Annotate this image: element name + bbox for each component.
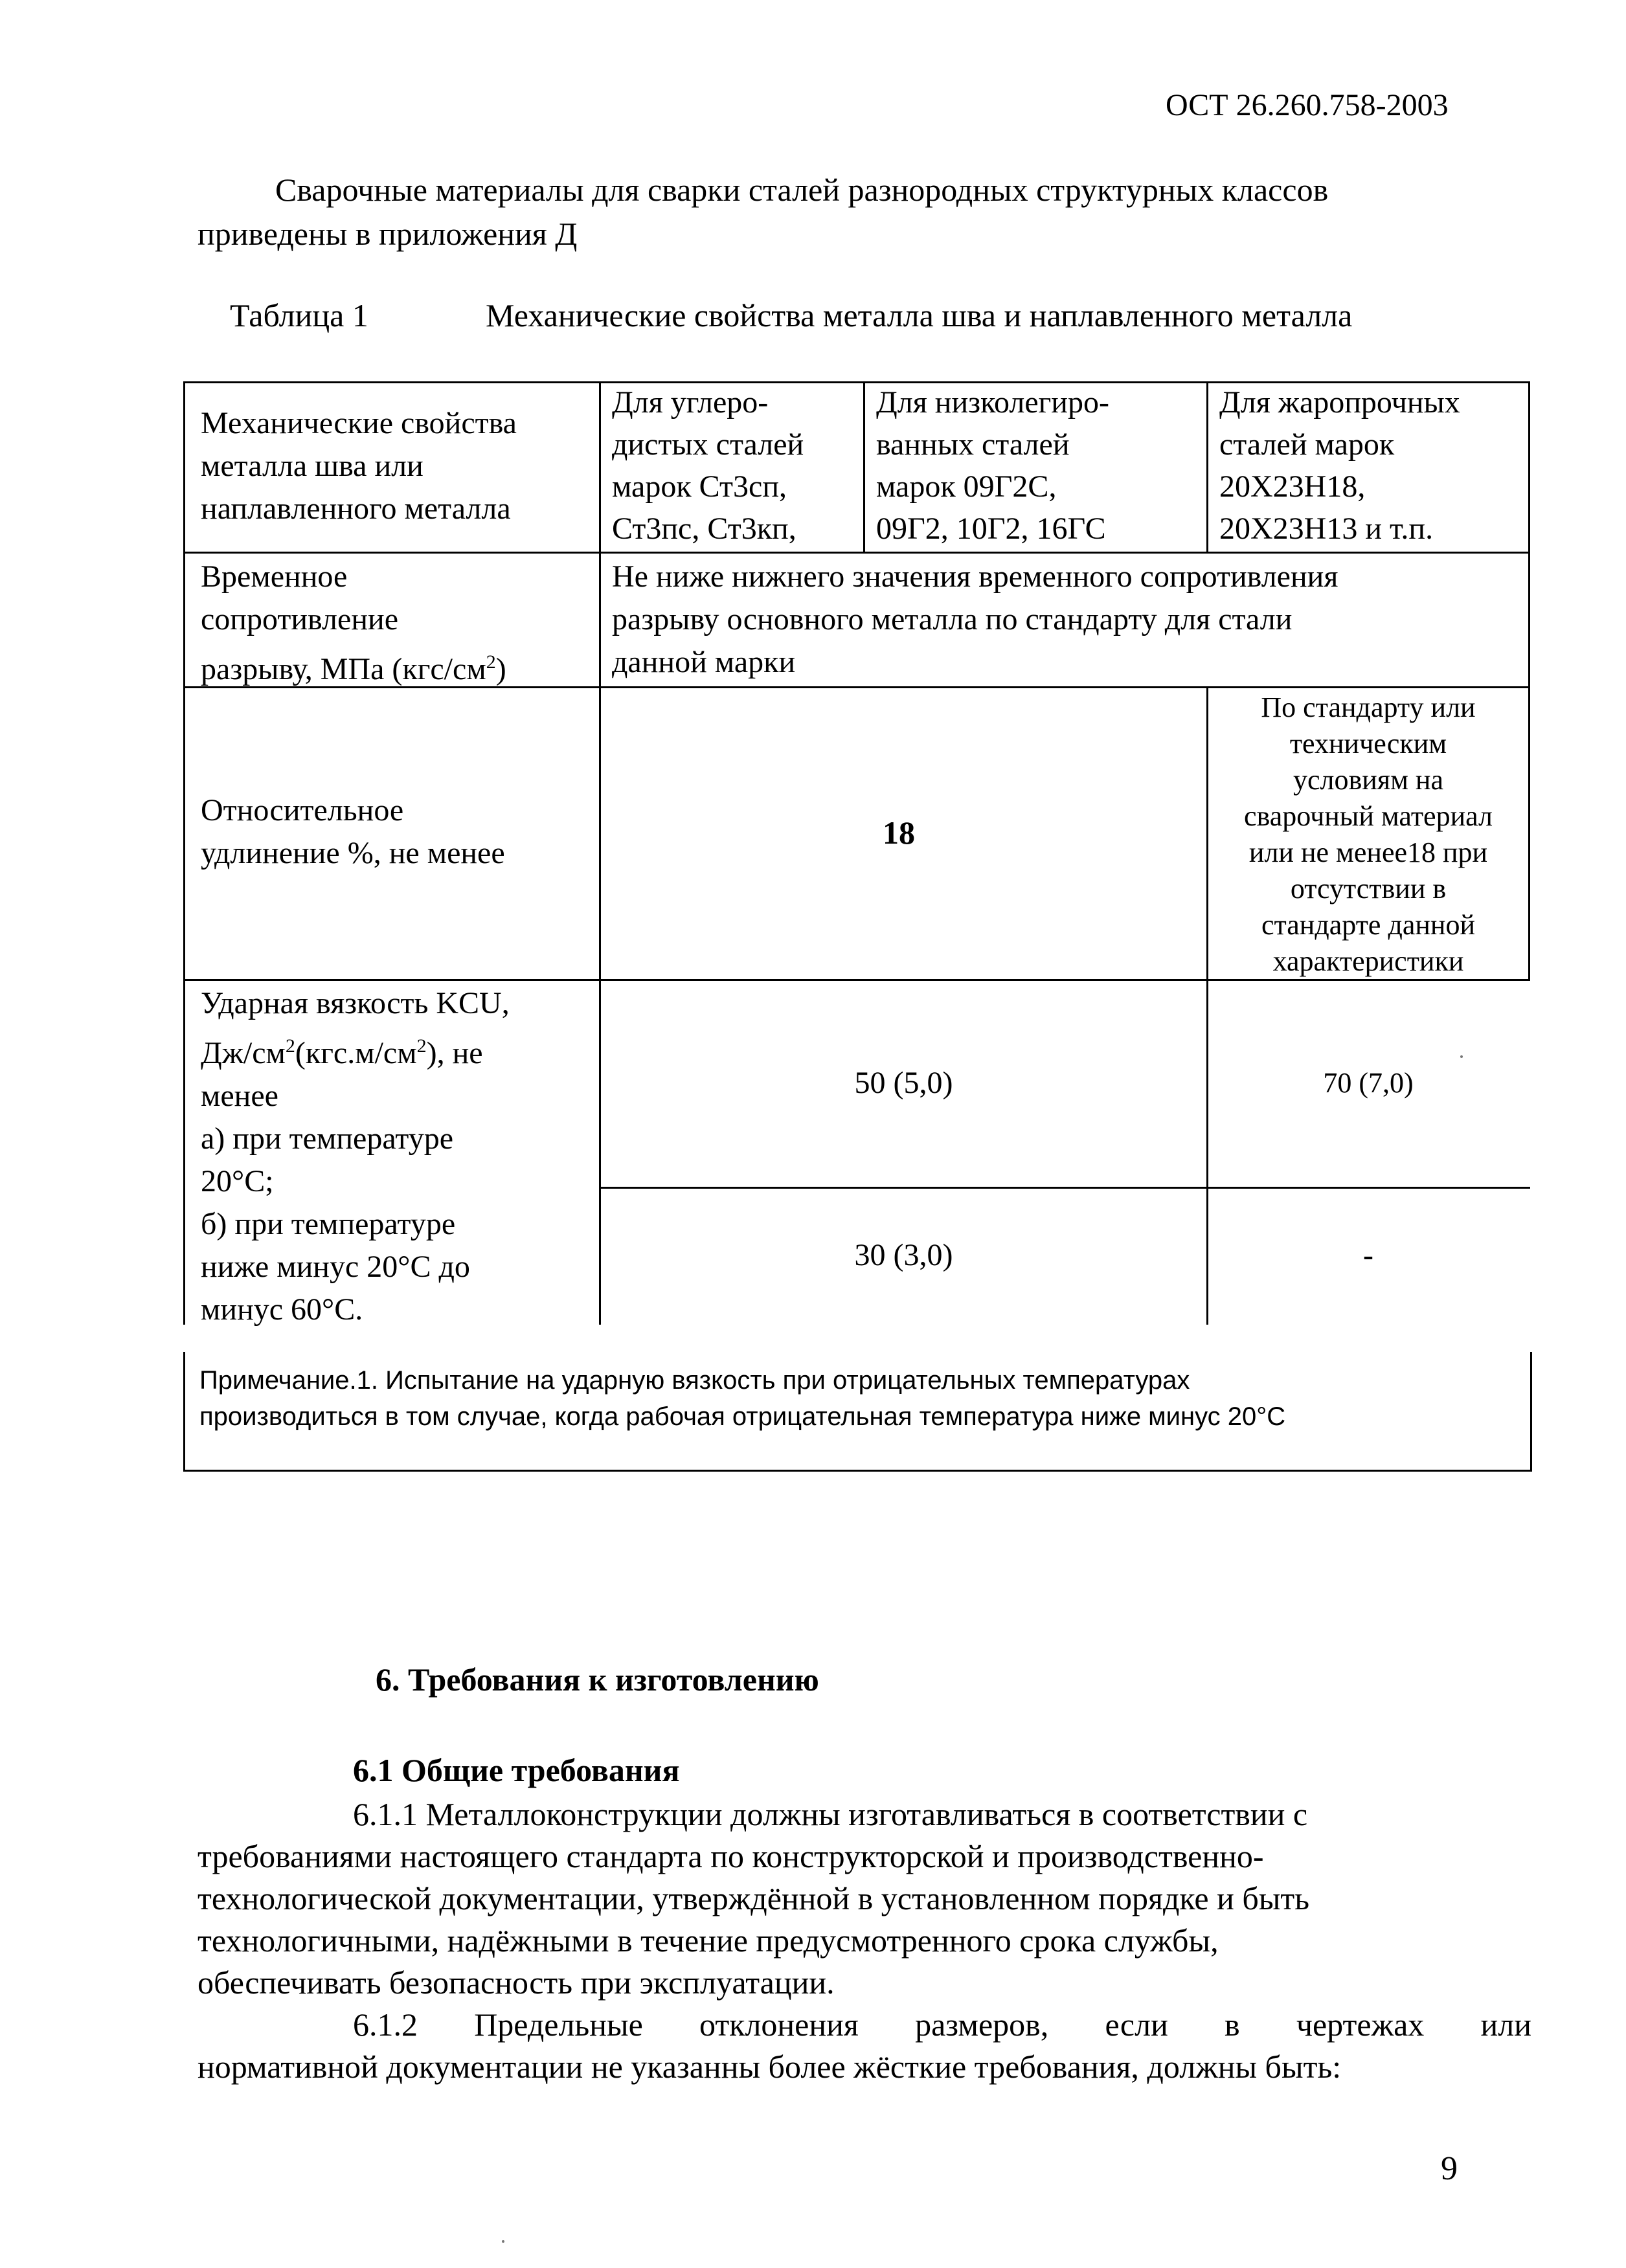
table-caption-title: Механические свойства металла шва и наплавленного металла: [486, 297, 1353, 333]
row-impact-a-value-heat: 70 (7,0): [1323, 1067, 1414, 1099]
table-divider-col4: [1206, 381, 1208, 552]
section-title: 6. Требования к изготовлению: [376, 1661, 819, 1698]
row-impact-a-value-main: 50 (5,0): [854, 1066, 953, 1100]
row-impact-label: Ударная вязкость KCU, $Дж/см^2(кгс.м/см^2)$, не менее а) при температуре 20°С; б) при температуре ниже минус 20°С до минус 60°С.: [201, 986, 510, 1327]
header-col-heatresistant: Для жаропрочных сталей марок 20Х23Н18, 20Х23Н13 и т.п.: [1219, 385, 1460, 546]
intro-line-2: приведены в приложения Д: [198, 216, 578, 252]
table-rule-header: [183, 552, 1530, 554]
note-border-right: [1530, 1352, 1532, 1472]
row-impact-b-value-main: 30 (3,0): [854, 1238, 953, 1272]
document-code: ОСТ 26.260.758-2003: [1166, 88, 1449, 122]
page-number: 9: [1441, 2150, 1458, 2187]
row-elongation-value-main: 18: [883, 814, 915, 851]
note-border-left: [183, 1352, 185, 1472]
header-col-properties: Механические свойства металла шва или наплавленного металла: [201, 406, 517, 526]
row-elongation-value-heat: По стандарту или техническим условиям на сварочный материал или не менее18 при отсутствии в стандарте данной характеристики: [1243, 691, 1493, 977]
row-tensile-label: Временное сопротивление разрыву, МПа $(кгс/см^2)$: [201, 559, 506, 686]
note-border-bottom: [183, 1470, 1532, 1472]
paragraph-6-1-1: 6.1.1 Металлоконструкции должны изготавливаться в соответствии с требованиями настоящего стандарта по конструкторской и производственно- технологической документации, утверждённой в установленном порядке и быть технологичными, надёжными в течение предусмотренного срока службы, обеспечивать безопасность при эксплуатации.: [198, 1796, 1310, 2001]
header-col-lowalloy: Для низколегиро- ванных сталей марок 09Г2С, 09Г2, 10Г2, 16ГС: [876, 385, 1109, 546]
table-note: [183, 1352, 1532, 1472]
table-divider-col3: [863, 381, 865, 552]
properties-table: [183, 381, 1530, 1325]
intro-line-1: Сварочные материалы для сварки сталей разнородных структурных классов: [275, 172, 1329, 208]
scan-speck: [502, 2240, 504, 2243]
table-caption-number: Таблица 1: [230, 297, 368, 333]
note-text: Примечание.1. Испытание на ударную вязкость при отрицательных температурах производиться в том случае, когда рабочая отрицательная температура ниже минус 20°С: [199, 1366, 1286, 1431]
scan-speck: [1460, 1055, 1463, 1058]
subsection-title: 6.1 Общие требования: [353, 1752, 680, 1788]
table-border-left: [183, 381, 185, 1325]
table-divider-label: [599, 381, 601, 1325]
table-border-right: [1528, 381, 1530, 980]
row-impact-b-value-heat: -: [1363, 1238, 1373, 1272]
row-elongation-label: Относительное удлинение %, не менее: [201, 793, 505, 870]
header-col-carbon: Для углеро- дистых сталей марок Ст3сп, Ст3пс, Ст3кп,: [612, 385, 804, 546]
row-tensile-value: Не ниже нижнего значения временного сопротивления разрыву основного металла по стандарту для стали данной марки: [612, 559, 1338, 679]
table-rule-impact: [599, 1187, 1530, 1189]
paragraph-6-1-2: 6.1.2 Предельные отклонения размеров, если в чертежах или нормативной документации не указанны более жёсткие требования, должны быть:: [198, 2006, 1531, 2085]
